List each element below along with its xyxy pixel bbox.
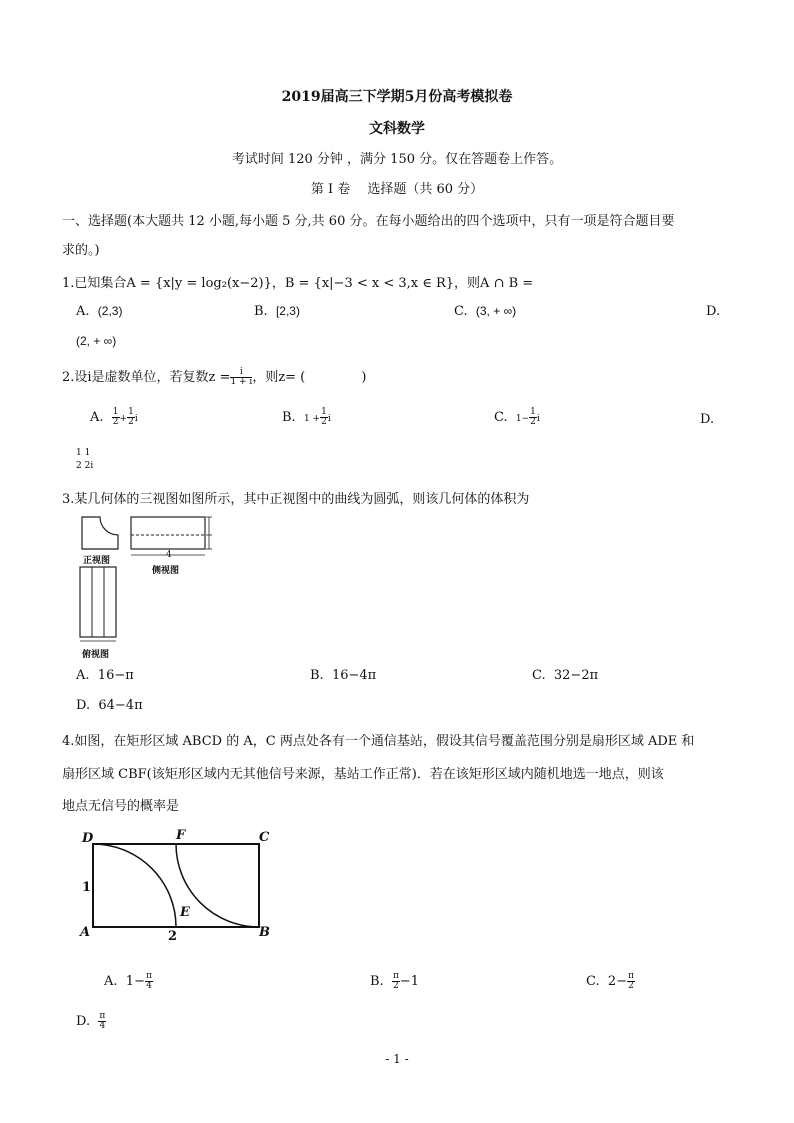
bottom-length-label: 2	[168, 929, 178, 944]
q2-option-d-label: D.	[700, 412, 715, 427]
q1-option-c	[454, 304, 516, 319]
top-view-label: 俯视图	[82, 650, 110, 660]
option-label: C.	[454, 304, 468, 319]
q3-option-d: D. 64−4π	[76, 698, 143, 713]
q2-option-b: B. 1 + $\frac{1}{2}$ i	[282, 407, 331, 427]
three-view-figure	[74, 513, 224, 663]
q2-stem	[62, 366, 366, 387]
front-view-label: 正视图	[83, 556, 111, 566]
point-E-label: E	[180, 905, 190, 920]
q4-option-d: D. $\frac{\pi}{4}$	[76, 1011, 106, 1031]
point-D-label: D	[82, 831, 94, 846]
q2-stem-after: ，则z= ( )	[252, 370, 367, 385]
q1-option-b	[254, 304, 300, 319]
option-text: (2,3)	[97, 304, 123, 318]
q1-option-d-label: D.	[706, 304, 721, 319]
page-number: - 1 -	[385, 1052, 409, 1066]
q1-stem: 1.已知集合A = {x|y = log₂(x−2)}，B = {x|−3 < x < 3,x ∈ R}，则A ∩ B =	[62, 276, 534, 291]
q1-option-a	[76, 304, 122, 319]
side-view-label: 侧视图	[152, 566, 180, 576]
intro-line-2: 求的。)	[62, 243, 100, 258]
side-length-label: 1	[82, 880, 92, 895]
rectangle-figure	[78, 828, 278, 948]
q4-line-2: 扇形区域 CBF(该矩形区域内无其他信号来源，基站工作正常)．若在该矩形区域内随机地选一地点，则该	[62, 767, 664, 782]
subject-title: 文科数学	[369, 121, 425, 137]
option-label: A.	[76, 304, 90, 319]
point-F-label: F	[176, 828, 186, 843]
q3-option-c: C. 32−2π	[532, 668, 599, 683]
q3-option-a: A. 16−π	[76, 668, 134, 683]
q3-stem: 3.某几何体的三视图如图所示，其中正视图中的曲线为圆弧，则该几何体的体积为	[62, 492, 530, 507]
point-A-label: A	[80, 925, 91, 940]
q4-option-a: A. 1− $\frac{\pi}{4}$	[104, 971, 152, 991]
q2-option-c: C. 1− $\frac{1}{2}$ i	[494, 407, 540, 427]
point-C-label: C	[259, 830, 270, 845]
intro-line-1: 一、选择题(本大题共 12 小题,每小题 5 分,共 60 分。在每小题给出的四个选项中，只有一项是符合题目要	[62, 214, 675, 229]
q4-option-c: C. 2− $\frac{\pi}{2}$	[586, 971, 634, 991]
q4-option-b: B. $\frac{\pi}{2}$ −1	[370, 971, 420, 991]
q2-fraction: $\frac{i}{1 + i}$	[230, 367, 253, 387]
q1-option-d-text: (2, + ∞)	[76, 334, 117, 348]
option-label: B.	[254, 304, 268, 319]
point-B-label: B	[259, 925, 270, 940]
q3-option-b: B. 16−4π	[310, 668, 377, 683]
q4-line-1: 4.如图，在矩形区域 ABCD 的 A，C 两点处各有一个通信基站，假设其信号覆盖范围分别是扇形区域 ADE 和	[62, 734, 695, 749]
q2-option-d-line2: 2 2i	[76, 461, 94, 471]
q2-stem-before: 2.设i是虚数单位，若复数z =	[62, 370, 231, 385]
q2-option-a: A. $\frac{1}{2}$ + $\frac{1}{2}$ i	[90, 407, 138, 427]
option-text: (3, + ∞)	[475, 304, 517, 318]
q2-option-d-line1: 1 1	[76, 448, 91, 458]
exam-title: 2019届高三下学期5月份高考模拟卷	[281, 89, 513, 105]
option-text: [2,3)	[275, 304, 300, 318]
q4-line-3: 地点无信号的概率是	[62, 799, 180, 814]
side-view-length: 4	[166, 550, 172, 560]
section-heading: 第 I 卷 选择题（共 60 分）	[310, 182, 484, 197]
exam-instructions: 考试时间 120 分钟 ，满分 150 分。仅在答题卷上作答。	[231, 152, 563, 167]
